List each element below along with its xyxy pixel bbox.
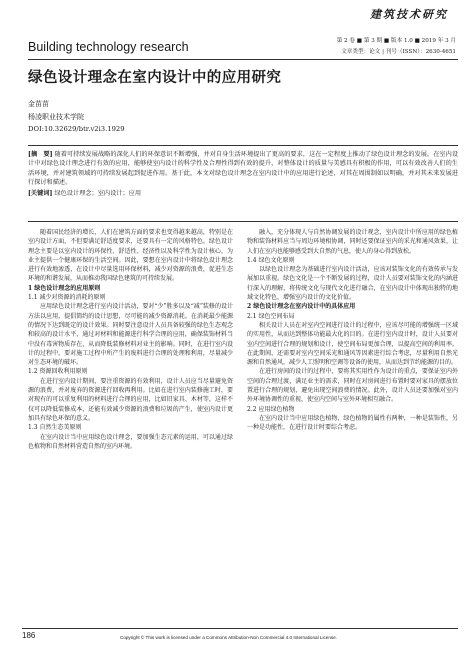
section-heading: 2.1 绿色空间布局 bbox=[247, 312, 295, 320]
abstract-bottom-rule bbox=[28, 221, 458, 222]
section-heading: 1.1 减少对资源的消耗的原则 bbox=[28, 294, 106, 302]
issue-line: 第 2 卷 ■ 第 3 期 ■ 版本 1.0 ■ 2019 年 3 月 bbox=[336, 38, 456, 44]
right-column bbox=[247, 228, 458, 623]
abstract-text: 随着可持续发展战略的深化人们的环保意识不断增强，并对自身生活环境提出了更高的要求，这在一定程度上推动了绿色设计理念的发展。在室内设计中对绿色设计理念进行有效的应用，能够使室内设计的科学性及合理性得到有效的提升，对整体设计的质量与美感具有积极的作用，可以有效改善人们的生活环境，并对建筑领域的可持续发展起到促进作用。基于此，本文对绿色设计理念在室内设计中的应用进行论述，对其在周围制如以明确，并对其未来发展进行探讨和描述。 bbox=[28, 151, 459, 186]
footer-rule bbox=[22, 628, 458, 629]
body-paragraph: 应用绿色设计理念进行室内设计活动，要对“少”胜多以及“减”装修的设计方法以应用，提倡简约的设计思想，尽可能的减少资源消耗。在消耗最少能源的情况下达到既定的设计效果。同时要注意设计人员具备较强的绿色生态观念和较高的设计水平，通过对材料和能源进行科学合理的应用，确保装饰材料当中没有毒害物质存在，从而降低装修材料对业主的影响。同时，在进行室内设计的过程中，要对施工过程中所产生的废料进行合理的处理和利用，尽量减少对生态环境的破坏。 bbox=[28, 303, 233, 367]
section-heading: 1 绿色设计理念的应用原则 bbox=[28, 284, 101, 292]
abstract-top-rule bbox=[28, 145, 458, 146]
journal-name-cn: 建筑技术研究 bbox=[370, 8, 448, 21]
section-heading: 1.4 绿色文化原则 bbox=[247, 256, 295, 264]
section-heading: 2.2 应用绿色植物 bbox=[247, 405, 295, 413]
article-code-line: 文章类型：论文 | 刊号（ISSN）：2630-4651 bbox=[341, 48, 456, 55]
affiliation: 杨凌职业技术学院 bbox=[28, 113, 84, 121]
keywords-text: 绿色设计理念；室内设计；应用 bbox=[54, 190, 142, 198]
body-paragraph: 在室内设计当中应用绿色植物，绿色植物的属性有两种，一种是装饰性，另一种是功能性，在进行设计时要综合考虑。 bbox=[247, 414, 458, 432]
section-heading: 1.3 自然生态美原则 bbox=[28, 424, 82, 432]
body-paragraph: 融入，充分体现人与自然协调发展的设计观念，室内设计中所应用的绿色植物和装饰材料应当与周边环境相协调，同时还要保证室内的采光和通风效果，让人们在室内也能够感受到大自然的气息，使人的身心得到放松。 bbox=[247, 229, 458, 255]
page-number: 186 bbox=[22, 631, 36, 640]
keywords-label: [关键词] bbox=[28, 190, 53, 198]
issue-info bbox=[256, 36, 456, 57]
header-rule bbox=[28, 59, 458, 60]
section-heading: 2 绿色设计理念在室内设计中的具体应用 bbox=[247, 303, 356, 311]
body-paragraph: 在进行室内设计期间，要注重资源的有效利用，设计人员应当尽量避免资源的浪费，并对废弃的资源进行回收再利用。比如在进行室内装修施工时，要对现有的可以重复利用的材料进行合理的应用，比如旧家具、木材等，这样不仅可以降低装修成本，还能有效减少资源的浪费和垃圾的产生，使室内设计更加具有绿色环保的意义。 bbox=[28, 377, 233, 422]
body-paragraph: 随着国民经济的增长，人们在建筑方面的要求也变得越来越高，特别是在室内设计方面，不但要满足舒适度要求，还要具有一定的风格特色。绿色设计理念主要是以室内设计的环保性、舒适性、经济性以及科学性为设计核心，为业主提供一个健康环保的生活空间。因此，要想在室内设计中将绿色设计理念进行有效地渗透，在设计中尽量选用环保材料，减少对资源的浪费，促进生态环境的和谐发展，从而推动我国绿色建筑的可持续发展。 bbox=[28, 229, 233, 283]
left-column bbox=[28, 228, 233, 623]
abstract-body bbox=[28, 150, 458, 187]
doi: DOI:10.32629/btr.v2i3.1929 bbox=[28, 125, 125, 133]
author: 金苗苗 bbox=[28, 100, 49, 108]
keywords bbox=[28, 189, 458, 198]
body-paragraph: 相关设计人员在对室内空间进行设计的过程中，应该尽可能的增强统一区域的实用性，从而达到整体功能最大化的目的。在进行室内设计时，设计人员要对室内空间进行合理的规划和设计，使空间布局更加合理，以提高空间的利用率。在此期间，还需要对室内空间采光和通风等因素进行综合考虑，尽量利用自然光源和自然通风，减少人工照明和空调等设备的使用，从而达到节约能源的目的。 bbox=[247, 321, 458, 367]
section-heading: 1.2 资源回收利用原则 bbox=[28, 368, 88, 376]
license-text: Copyright © This work is licensed under a Commons Attribution-Non Commercial 4.0 International License. bbox=[120, 635, 338, 640]
article-title: 绿色设计理念在室内设计中的应用研究 bbox=[28, 69, 282, 86]
abstract bbox=[28, 150, 458, 198]
journal-name-en: Building technology research bbox=[28, 40, 189, 54]
body-paragraph: 以绿色设计理念为基础进行室内设计活动，应该对装饰文化的有效传承与发展加以重视。绿色文化是一个不断发展的过程，设计人员要对装饰文化的内涵进行深入的理解，将传统文化与现代文化进行融合，在室内设计中体现出独特的地域文化特色，增强室内设计的文化价值。 bbox=[247, 266, 458, 302]
body-paragraph: 在进行房间的设计的过程中，要将其实用性作为设计的重点，要保证室内外空间的合理过渡，满足业主的需求，同时在对房间进行布置时要对家具的摆放位置进行合理的规划，避免出现空间浪费的情况。此外，设计人员还要加强对室内外环境协调性的重视，使室内空间与室外环境相互融合。 bbox=[247, 368, 458, 404]
abstract-label: [摘 要] bbox=[28, 151, 53, 158]
body-paragraph: 在室内设计当中应用绿色设计理念，要加强生态元素的运用，可以通过绿色植物和自然材料营造自然的室内环境。 bbox=[28, 433, 233, 450]
